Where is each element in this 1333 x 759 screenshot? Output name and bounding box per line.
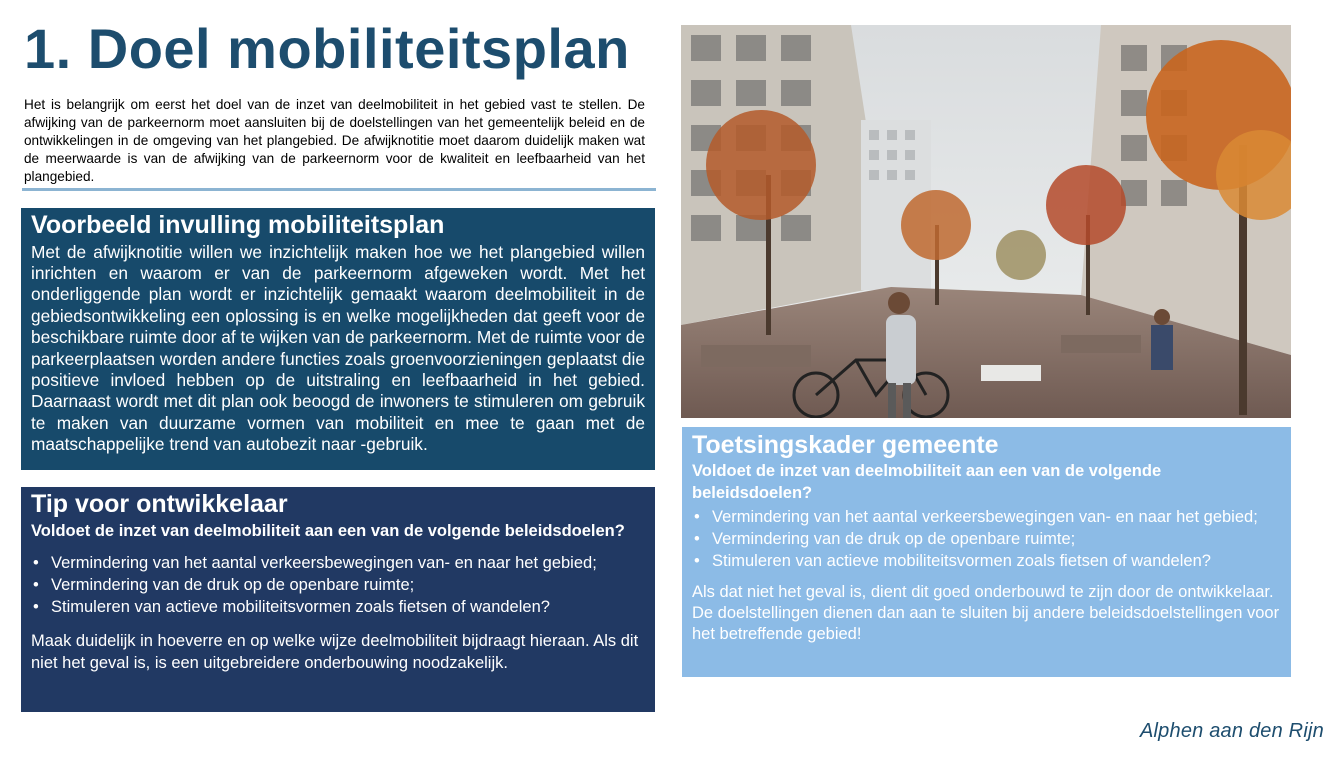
list-item [692,528,1281,550]
bullet-icon: • [33,553,39,572]
list-item [692,506,1281,528]
bullet-icon: • [33,575,39,594]
tip-box [21,487,655,712]
page-title: 1. Doel mobiliteitsplan [24,17,630,80]
tip-bullet-list [31,552,645,618]
list-item-text: Vermindering van het aantal verkeersbewegingen van- en naar het gebied; [712,507,1258,526]
toetsing-question: Voldoet de inzet van deelmobiliteit aan een van de volgende beleidsdoelen? [692,461,1162,502]
divider-line [22,188,656,191]
toetsing-heading: Toetsingskader gemeente [692,431,999,459]
list-item-text: Stimuleren van actieve mobiliteitsvormen zoals fietsen of wandelen? [712,551,1211,570]
voorbeeld-heading: Voorbeeld invulling mobiliteitsplan [31,211,445,239]
voorbeeld-body: Met de afwijknotitie willen we inzichtelijk maken hoe we het plangebied willen inrichten en waarom er van de parkeernorm afgeweken wordt. Met het onderliggende plan wordt er inzichtelijk gemaakt waarom deelmobiliteit in de gebiedsontwikkeling een oplossing is en welke mogelijkheden dat geeft voor de beschikbare ruimte door af te wijken van de parkeernorm. Met de ruimte voor de parkeerplaatsen worden andere functies zoals groenvoorzieningen geplaatst die positieve invloed hebben op de uitstraling en leefbaarheid in het gebied. Daarnaast wordt met dit plan ook beoogd de inwoners te stimuleren om gebruik te maken van duurzame vormen van mobiliteit en mee te gaan met de maatschappelijke trend van autobezit naar -gebruik. [31,241,645,455]
list-item [31,574,645,596]
tip-closing: Maak duidelijk in hoeverre en op welke wijze deelmobiliteit bijdraagt hieraan. Als dit niet het geval is, is een uitgebreidere onderbouwing noodzakelijk. [31,631,639,672]
bullet-icon: • [694,529,700,548]
bullet-icon: • [694,551,700,570]
list-item [31,552,645,574]
bullet-icon: • [694,507,700,526]
list-item-text: Vermindering van het aantal verkeersbewegingen van- en naar het gebied; [51,553,597,572]
toetsing-bullet-list [692,506,1281,572]
list-item [31,596,645,618]
toetsing-box [682,427,1291,677]
toetsing-closing: Als dat niet het geval is, dient dit goed onderbouwd te zijn door de ontwikkelaar. De doelstellingen dienen dan aan te sluiten bij andere beleidsdoelstellingen voor het betreffende gebied! [692,582,1280,643]
list-item-text: Vermindering van de druk op de openbare ruimte; [712,529,1076,548]
list-item [692,550,1281,572]
bullet-icon: • [33,597,39,616]
street-illustration-image [681,25,1291,418]
list-item-text: Vermindering van de druk op de openbare ruimte; [51,575,415,594]
tip-question: Voldoet de inzet van deelmobiliteit aan een van de volgende beleidsdoelen? [31,521,625,540]
list-item-text: Stimuleren van actieve mobiliteitsvormen zoals fietsen of wandelen? [51,597,550,616]
municipality-logo: Alphen aan den Rijn [1140,720,1324,742]
tip-heading: Tip voor ontwikkelaar [31,490,288,518]
voorbeeld-box [21,208,655,470]
intro-paragraph: Het is belangrijk om eerst het doel van de inzet van deelmobiliteit in het gebied vast te stellen. De afwijking van de parkeernorm moet aansluiten bij de doelstellingen van het gemeentelijk beleid en de ontwikkelingen in de omgeving van het plangebied. De afwijknotitie moet daarom duidelijk maken wat de meerwaarde is van de afwijking van de parkeernorm voor de kwaliteit en leefbaarheid van het plangebied. [24,97,645,184]
